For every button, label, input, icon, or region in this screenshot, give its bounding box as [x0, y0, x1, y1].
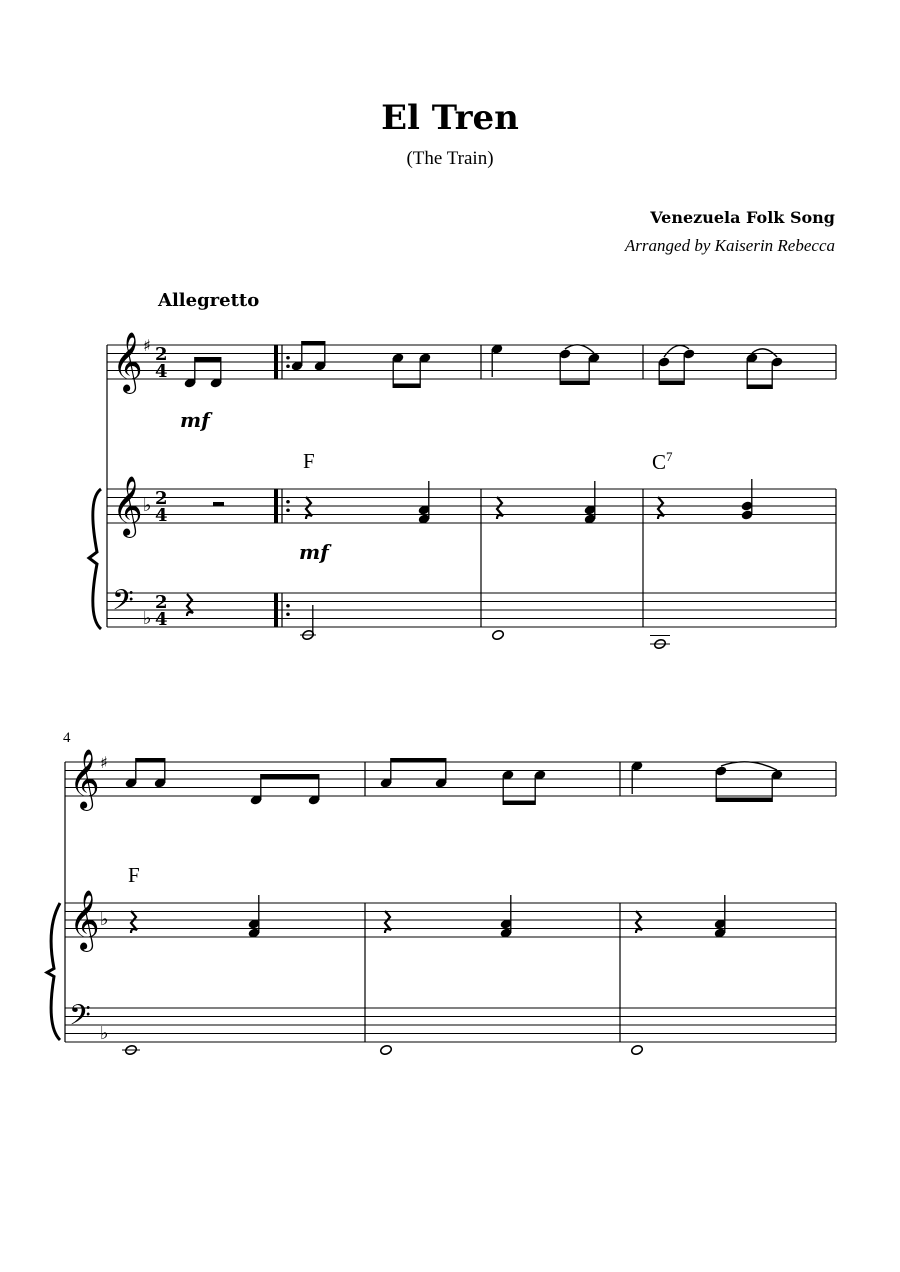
notehead	[492, 629, 505, 640]
note-beam	[302, 341, 325, 346]
note-beam	[716, 798, 772, 803]
repeat-dot	[286, 508, 290, 512]
whole-rest	[213, 502, 224, 506]
note-beam	[195, 357, 221, 362]
dynamic-mf-piano: mf	[299, 540, 329, 564]
note-beam	[659, 381, 684, 386]
piano-brace	[47, 903, 60, 1040]
time-signature-bottom: 4	[155, 609, 168, 630]
repeat-barline-thick	[274, 345, 278, 379]
time-signature-top: 2	[155, 488, 168, 509]
note-beam	[560, 381, 589, 386]
repeat-dot	[286, 356, 290, 360]
note-beam	[391, 758, 446, 763]
bass-clef: 𝄢	[112, 584, 134, 624]
time-signature-top: 2	[155, 344, 168, 365]
score-title: El Tren	[381, 98, 519, 138]
repeat-dot	[286, 604, 290, 608]
note-beam	[136, 758, 165, 763]
slur	[721, 762, 777, 770]
quarter-rest	[131, 911, 137, 933]
flat-key-signature: ♭	[143, 608, 152, 629]
chord-symbol-c7: $C^7$	[652, 449, 673, 474]
treble-clef: 𝄞	[69, 749, 100, 809]
bass-clef: 𝄢	[69, 999, 91, 1039]
notehead	[631, 1044, 644, 1055]
quarter-rest	[187, 594, 193, 616]
repeat-dot	[286, 364, 290, 368]
arranger: Arranged by Kaiserin Rebecca	[624, 236, 835, 255]
note-beam	[393, 384, 420, 389]
chord-symbol-f-system2: F	[128, 863, 140, 887]
quarter-rest	[497, 497, 503, 519]
quarter-rest	[385, 911, 391, 933]
note-beam	[503, 801, 535, 806]
quarter-rest	[636, 911, 642, 933]
composer: Venezuela Folk Song	[650, 208, 835, 227]
measure-number: 4	[63, 730, 71, 746]
chord-symbol-f: F	[303, 449, 315, 473]
treble-clef: 𝄞	[112, 476, 143, 536]
sharp-key-signature: ♯	[143, 336, 151, 355]
quarter-rest	[306, 497, 312, 519]
treble-clef: 𝄞	[69, 890, 100, 950]
repeat-dot	[286, 612, 290, 616]
quarter-rest	[658, 497, 664, 519]
piano-brace	[89, 489, 101, 629]
flat-key-signature: ♭	[100, 909, 109, 930]
flat-key-signature: ♭	[143, 495, 152, 516]
repeat-barline-thick	[274, 489, 278, 523]
time-signature-top: 2	[155, 592, 168, 613]
time-signature-bottom: 4	[155, 505, 168, 526]
notehead	[380, 1044, 393, 1055]
dynamic-mf-melody: mf	[180, 408, 210, 432]
note-beam	[261, 774, 319, 779]
sharp-key-signature: ♯	[100, 753, 108, 772]
note-beam	[747, 385, 772, 390]
tempo-marking: Allegretto	[158, 290, 260, 311]
time-signature-bottom: 4	[155, 361, 168, 382]
score-subtitle: (The Train)	[406, 148, 494, 169]
repeat-barline-thick	[274, 593, 278, 627]
repeat-dot	[286, 500, 290, 504]
treble-clef: 𝄞	[112, 332, 143, 392]
flat-key-signature: ♭	[100, 1023, 109, 1044]
